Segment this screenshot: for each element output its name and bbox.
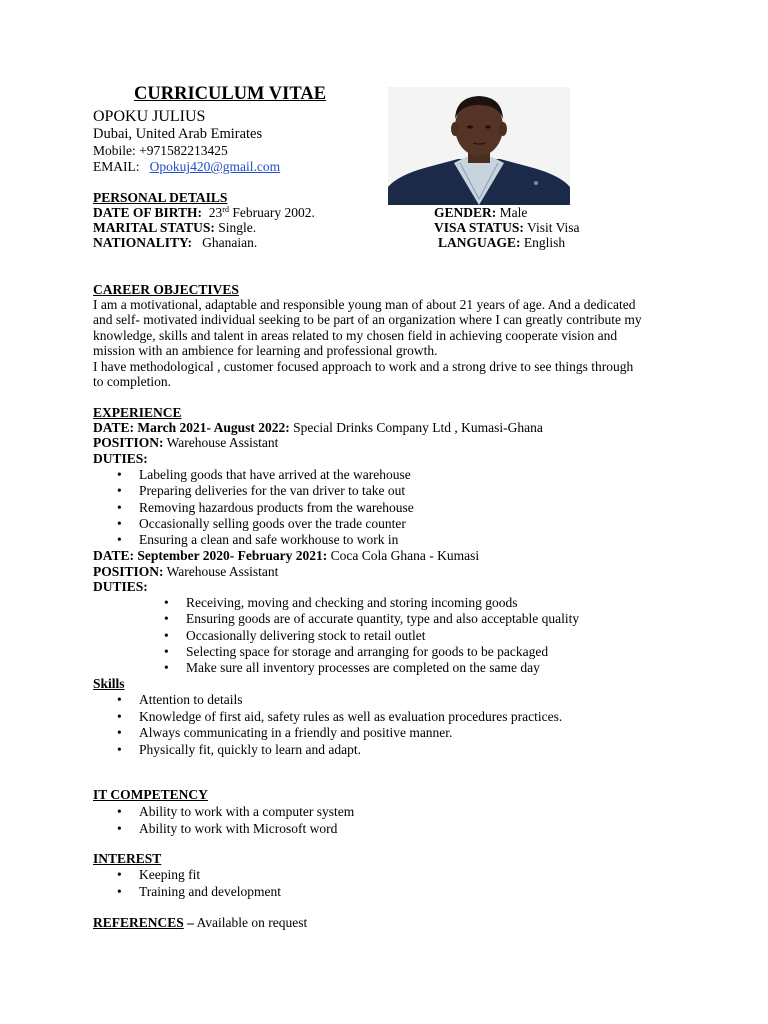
list-item: • Always communicating in a friendly and positive manner.: [139, 725, 562, 742]
job-2-position-label: POSITION:: [93, 564, 164, 579]
marital-label: MARITAL STATUS:: [93, 220, 215, 235]
list-item: • Occasionally delivering stock to retail outlet: [186, 628, 579, 644]
email-link[interactable]: Opokuj420@gmail.com: [149, 159, 281, 174]
dob-suffix: rd: [222, 205, 229, 214]
references-line: [93, 915, 307, 930]
visa-line: [434, 220, 580, 235]
job-2-position-line: [93, 564, 278, 579]
it-competency-list: [139, 804, 354, 837]
job-1-date: DATE: March 2021- August 2022:: [93, 420, 290, 435]
language-value: English: [520, 235, 566, 250]
nationality-line: [93, 235, 257, 250]
interest-list: [139, 867, 281, 900]
candidate-location: Dubai, United Arab Emirates: [93, 126, 263, 142]
personal-details-heading: PERSONAL DETAILS: [93, 190, 228, 205]
marital-value: Single.: [214, 220, 257, 235]
career-line: knowledge, skills and talent in areas related to my chosen field in achieving cooperate vision and: [93, 327, 618, 343]
it-competency-heading: IT COMPETENCY: [93, 787, 208, 802]
list-item: • Training and development: [139, 884, 281, 901]
language-line: [438, 235, 565, 250]
skills-list: [139, 692, 562, 758]
job-2-duties-label: DUTIES:: [93, 579, 148, 594]
gender-value: Male: [496, 205, 528, 220]
interest-heading: INTEREST: [93, 851, 162, 866]
job-1-date-line: [93, 420, 543, 435]
dob-day: 23: [208, 205, 223, 220]
mobile-line: Mobile: +971582213425: [93, 143, 228, 158]
career-line: and self- motivated individual seeking to be part of an organization where I can greatly contribute my: [93, 312, 642, 328]
list-item: • Labeling goods that have arrived at the warehouse: [139, 467, 414, 483]
list-item: • Ability to work with a computer system: [139, 804, 354, 821]
list-item: • Ability to work with Microsoft word: [139, 821, 354, 838]
list-item: • Ensuring a clean and safe workhouse to work in: [139, 532, 414, 548]
gender-line: [434, 205, 527, 220]
nationality-value: Ghanaian.: [202, 235, 258, 250]
profile-photo: [388, 87, 570, 205]
list-item: • Keeping fit: [139, 867, 281, 884]
career-line: mission with an ambience for learning and professional growth.: [93, 343, 438, 359]
email-line: [93, 159, 280, 174]
job-2-duties-list: [186, 595, 579, 676]
document-title: CURRICULUM VITAE: [134, 84, 327, 104]
career-line: to completion.: [93, 374, 171, 390]
dob-rest: February 2002.: [228, 205, 315, 220]
list-item: • Make sure all inventory processes are completed on the same day: [186, 660, 579, 676]
job-1-duties-label: DUTIES:: [93, 451, 148, 466]
language-label: LANGUAGE:: [438, 235, 521, 250]
references-dash: –: [183, 915, 194, 930]
experience-heading: EXPERIENCE: [93, 405, 182, 420]
job-1-company: Special Drinks Company Ltd , Kumasi-Ghana: [289, 420, 543, 435]
references-value: Available on request: [193, 915, 308, 930]
portrait-image: [388, 87, 570, 205]
job-2-company: Coca Cola Ghana - Kumasi: [327, 548, 480, 563]
job-1-duties-list: [139, 467, 414, 548]
references-heading: REFERENCES: [93, 915, 184, 930]
list-item: • Knowledge of first aid, safety rules as well as evaluation procedures practices.: [139, 709, 562, 726]
list-item: • Occasionally selling goods over the trade counter: [139, 516, 414, 532]
dob-line: [93, 205, 315, 220]
gender-label: GENDER:: [434, 205, 497, 220]
list-item: • Removing hazardous products from the warehouse: [139, 500, 414, 516]
list-item: • Physically fit, quickly to learn and adapt.: [139, 742, 562, 759]
list-item: • Selecting space for storage and arranging for goods to be packaged: [186, 644, 579, 660]
job-1-position-label: POSITION:: [93, 435, 164, 450]
career-objectives-text: [93, 297, 683, 389]
job-2-date-line: [93, 548, 479, 563]
career-objectives-heading: CAREER OBJECTIVES: [93, 282, 239, 297]
nationality-label: NATIONALITY:: [93, 235, 193, 250]
list-item: • Receiving, moving and checking and storing incoming goods: [186, 595, 579, 611]
job-1-position: Warehouse Assistant: [163, 435, 279, 450]
skills-heading: Skills: [93, 676, 125, 691]
list-item: • Ensuring goods are of accurate quantity, type and also acceptable quality: [186, 611, 579, 627]
visa-label: VISA STATUS:: [434, 220, 524, 235]
visa-value: Visit Visa: [523, 220, 580, 235]
career-line: I am a motivational, adaptable and responsible young man of about 21 years of age. And a dedicated: [93, 297, 636, 312]
job-2-position: Warehouse Assistant: [163, 564, 279, 579]
list-item: • Preparing deliveries for the van driver to take out: [139, 483, 414, 499]
list-item: • Attention to details: [139, 692, 562, 709]
job-2-date: DATE: September 2020- February 2021:: [93, 548, 328, 563]
job-1-position-line: [93, 435, 278, 450]
dob-label: DATE OF BIRTH:: [93, 205, 203, 220]
candidate-name: OPOKU JULIUS: [93, 108, 206, 125]
email-label: EMAIL:: [93, 159, 140, 174]
marital-line: [93, 220, 256, 235]
career-line: I have methodological , customer focused approach to work and a strong drive to see things through: [93, 358, 634, 374]
